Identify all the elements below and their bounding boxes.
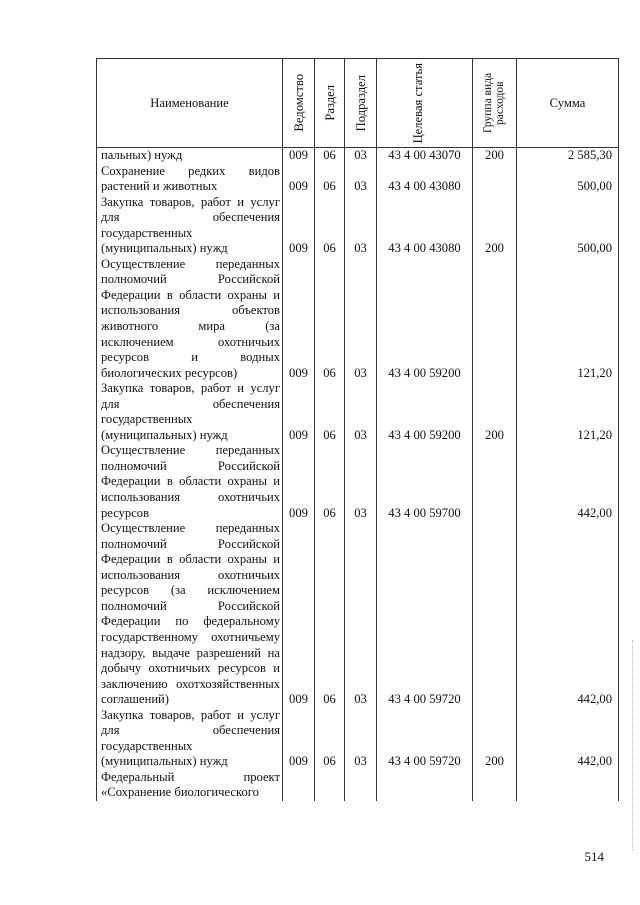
row-amount: 121,20 (517, 381, 619, 443)
header-dept-label: Ведомство (291, 74, 306, 132)
row-name: Федеральный проект «Сохранение биологического (97, 770, 283, 801)
row-amount: 500,00 (517, 195, 619, 257)
row-expense-group: 200 (473, 195, 517, 257)
row-subsection: 03 (345, 148, 377, 164)
row-subsection: 03 (345, 708, 377, 770)
row-section: 06 (315, 164, 345, 195)
scan-edge-decoration (632, 640, 634, 850)
row-subsection: 03 (345, 443, 377, 521)
header-subsection-label: Подраздел (353, 74, 368, 132)
row-amount (517, 770, 619, 801)
header-subsection (345, 59, 377, 148)
row-name: Осуществление переданных полномочий Российской Федерации в области охраны и использования охотничьих ресурсов (за исключением полномочий Российской Федерации по федеральному государственному охотничьему надзору, выдаче разрешений на добычу охотничьих ресурсов и заключению охотхозяйственных соглашений) (97, 521, 283, 708)
row-dept: 009 (283, 195, 315, 257)
table-header-row (97, 59, 619, 148)
row-expense-group (473, 521, 517, 708)
row-expense-group: 200 (473, 381, 517, 443)
row-amount: 121,20 (517, 257, 619, 381)
row-name: Закупка товаров, работ и услуг для обеспечения государственных (муниципальных) нужд (97, 708, 283, 770)
header-dept (283, 59, 315, 148)
row-subsection: 03 (345, 521, 377, 708)
row-subsection: 03 (345, 195, 377, 257)
row-amount: 2 585,30 (517, 148, 619, 164)
row-subsection: 03 (345, 381, 377, 443)
table-row (97, 521, 619, 708)
row-subsection (345, 770, 377, 801)
row-article: 43 4 00 43080 (377, 164, 473, 195)
row-article: 43 4 00 59720 (377, 708, 473, 770)
table-row (97, 443, 619, 521)
header-section (315, 59, 345, 148)
header-expense-group (473, 59, 517, 148)
row-section: 06 (315, 521, 345, 708)
header-article (377, 59, 473, 148)
row-dept: 009 (283, 257, 315, 381)
row-article: 43 4 00 59700 (377, 443, 473, 521)
row-section: 06 (315, 148, 345, 164)
table-row (97, 770, 619, 801)
row-section (315, 770, 345, 801)
row-expense-group: 200 (473, 708, 517, 770)
table-row (97, 257, 619, 381)
table-row (97, 164, 619, 195)
table-body (97, 148, 619, 801)
page-number: 514 (584, 849, 604, 864)
row-dept: 009 (283, 708, 315, 770)
row-section: 06 (315, 443, 345, 521)
table-row (97, 195, 619, 257)
header-expense-group-label: Группа вида расходов (481, 72, 506, 134)
row-expense-group (473, 770, 517, 801)
table-row (97, 708, 619, 770)
row-dept (283, 770, 315, 801)
row-name: Сохранение редких видов растений и животных (97, 164, 283, 195)
header-section-label: Раздел (322, 85, 337, 121)
row-expense-group (473, 257, 517, 381)
row-name: Закупка товаров, работ и услуг для обеспечения государственных (муниципальных) нужд (97, 195, 283, 257)
row-section: 06 (315, 257, 345, 381)
table-row (97, 148, 619, 164)
header-amount: Сумма (517, 59, 619, 148)
row-name: Закупка товаров, работ и услуг для обеспечения государственных (муниципальных) нужд (97, 381, 283, 443)
row-section: 06 (315, 195, 345, 257)
row-article: 43 4 00 43070 (377, 148, 473, 164)
row-name: Осуществление переданных полномочий Российской Федерации в области охраны и использования объектов животного мира (за исключением охотничьих ресурсов и водных биологических ресурсов) (97, 257, 283, 381)
row-dept: 009 (283, 148, 315, 164)
row-article (377, 770, 473, 801)
row-amount: 442,00 (517, 443, 619, 521)
row-amount: 442,00 (517, 521, 619, 708)
row-subsection: 03 (345, 257, 377, 381)
row-section: 06 (315, 381, 345, 443)
row-expense-group (473, 164, 517, 195)
budget-table (96, 58, 619, 801)
row-amount: 442,00 (517, 708, 619, 770)
row-dept: 009 (283, 521, 315, 708)
row-dept: 009 (283, 443, 315, 521)
row-subsection: 03 (345, 164, 377, 195)
row-expense-group: 200 (473, 148, 517, 164)
row-name: Осуществление переданных полномочий Российской Федерации в области охраны и использования охотничьих ресурсов (97, 443, 283, 521)
row-article: 43 4 00 43080 (377, 195, 473, 257)
row-article: 43 4 00 59200 (377, 381, 473, 443)
row-amount: 500,00 (517, 164, 619, 195)
row-name: пальных) нужд (97, 148, 283, 164)
row-article: 43 4 00 59720 (377, 521, 473, 708)
row-expense-group (473, 443, 517, 521)
row-article: 43 4 00 59200 (377, 257, 473, 381)
header-article-label: Целевая статья (410, 62, 425, 144)
row-dept: 009 (283, 381, 315, 443)
row-dept: 009 (283, 164, 315, 195)
table-row (97, 381, 619, 443)
header-name: Наименование (97, 59, 283, 148)
row-section: 06 (315, 708, 345, 770)
